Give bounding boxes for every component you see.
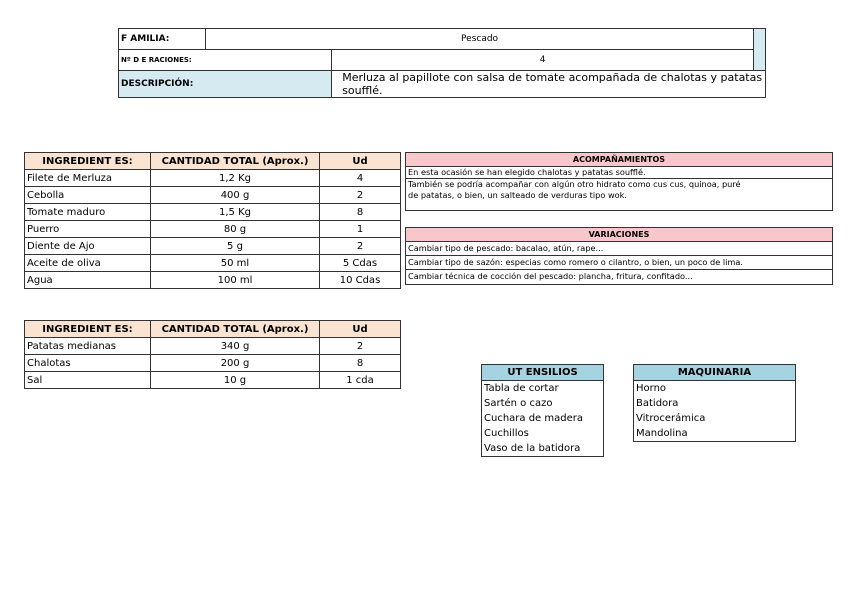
list-item: Batidora [636, 398, 679, 409]
table-row [25, 338, 401, 355]
ingredient-quantity: 400 g [151, 187, 320, 204]
ingredients-table-side [24, 320, 401, 389]
ingredient-unit: 5 Cdas [320, 255, 401, 272]
table-row [25, 187, 401, 204]
maquinaria-title: MAQUINARIA [634, 365, 795, 381]
list-item: Vaso de la batidora [484, 443, 581, 454]
ingredient-quantity: 1,2 Kg [151, 170, 320, 187]
list-item: Tabla de cortar [484, 383, 559, 394]
table-row [25, 238, 401, 255]
descripcion-value: Merluza al papillote con salsa de tomate acompañada de chalotas y patatas soufflé. [332, 71, 766, 98]
variaciones-line: Cambiar tipo de sazón: especias como romero o cilantro, o bien, un poco de lima. [406, 256, 832, 270]
utensilios-box [481, 364, 604, 457]
acompanamientos-title: ACOMPAÑAMIENTOS [406, 153, 832, 167]
familia-label: F AMILIA: [119, 29, 206, 50]
table-row [25, 272, 401, 289]
col-header-ingredientes: INGREDIENT ES: [25, 321, 151, 338]
raciones-label: Nº D E RACIONES: [119, 50, 332, 71]
table-row [25, 355, 401, 372]
ingredient-unit: 8 [320, 204, 401, 221]
ingredient-quantity: 200 g [151, 355, 320, 372]
ingredient-unit: 2 [320, 338, 401, 355]
header-blue-panel [754, 29, 766, 71]
col-header-cantidad: CANTIDAD TOTAL (Aprox.) [151, 321, 320, 338]
acompanamientos-line: de patatas, o bien, un salteado de verduras tipo wok. [408, 190, 628, 200]
variaciones-box [405, 227, 833, 285]
table-row [25, 221, 401, 238]
ingredient-unit: 2 [320, 238, 401, 255]
ingredient-unit: 1 [320, 221, 401, 238]
ingredient-name: Agua [25, 272, 151, 289]
variaciones-line: Cambiar tipo de pescado: bacalao, atún, rape... [406, 242, 832, 256]
ingredient-name: Cebolla [25, 187, 151, 204]
ingredient-name: Sal [25, 372, 151, 389]
utensilios-title: UT ENSILIOS [482, 365, 603, 381]
ingredient-quantity: 340 g [151, 338, 320, 355]
ingredient-quantity: 5 g [151, 238, 320, 255]
col-header-ud: Ud [320, 321, 401, 338]
list-item: Mandolina [636, 428, 688, 439]
ingredients-table-main [24, 152, 401, 289]
ingredient-unit: 8 [320, 355, 401, 372]
ingredient-unit: 1 cda [320, 372, 401, 389]
ingredient-unit: 4 [320, 170, 401, 187]
col-header-cantidad: CANTIDAD TOTAL (Aprox.) [151, 153, 320, 170]
table-row [25, 170, 401, 187]
list-item: Sartén o cazo [484, 398, 553, 409]
ingredient-name: Aceite de oliva [25, 255, 151, 272]
acompanamientos-line: También se podría acompañar con algún otro hidrato como cus cus, quinoa, puré [408, 179, 741, 189]
familia-value: Pescado [206, 29, 754, 50]
col-header-ud: Ud [320, 153, 401, 170]
col-header-ingredientes: INGREDIENT ES: [25, 153, 151, 170]
list-item: Horno [636, 383, 667, 394]
ingredient-quantity: 1,5 Kg [151, 204, 320, 221]
acompanamientos-box [405, 152, 833, 211]
ingredient-name: Patatas medianas [25, 338, 151, 355]
ingredient-name: Tomate maduro [25, 204, 151, 221]
recipe-header [118, 28, 766, 98]
ingredient-unit: 2 [320, 187, 401, 204]
list-item: Cuchara de madera [484, 413, 583, 424]
ingredient-quantity: 50 ml [151, 255, 320, 272]
ingredient-name: Diente de Ajo [25, 238, 151, 255]
variaciones-title: VARIACIONES [406, 228, 832, 242]
acompanamientos-line: En esta ocasión se han elegido chalotas y patatas soufflé. [406, 167, 832, 179]
ingredient-quantity: 10 g [151, 372, 320, 389]
ingredient-unit: 10 Cdas [320, 272, 401, 289]
ingredient-name: Chalotas [25, 355, 151, 372]
table-row [25, 255, 401, 272]
ingredient-name: Puerro [25, 221, 151, 238]
variaciones-line: Cambiar técnica de cocción del pescado: plancha, fritura, confitado... [408, 271, 693, 281]
ingredient-quantity: 100 ml [151, 272, 320, 289]
table-row [25, 204, 401, 221]
ingredient-quantity: 80 g [151, 221, 320, 238]
maquinaria-box [633, 364, 796, 442]
table-row [25, 372, 401, 389]
list-item: Cuchillos [484, 428, 529, 439]
ingredient-name: Filete de Merluza [25, 170, 151, 187]
list-item: Vitrocerámica [636, 413, 706, 424]
raciones-value: 4 [332, 50, 754, 71]
descripcion-label: DESCRIPCIÓN: [119, 71, 332, 98]
